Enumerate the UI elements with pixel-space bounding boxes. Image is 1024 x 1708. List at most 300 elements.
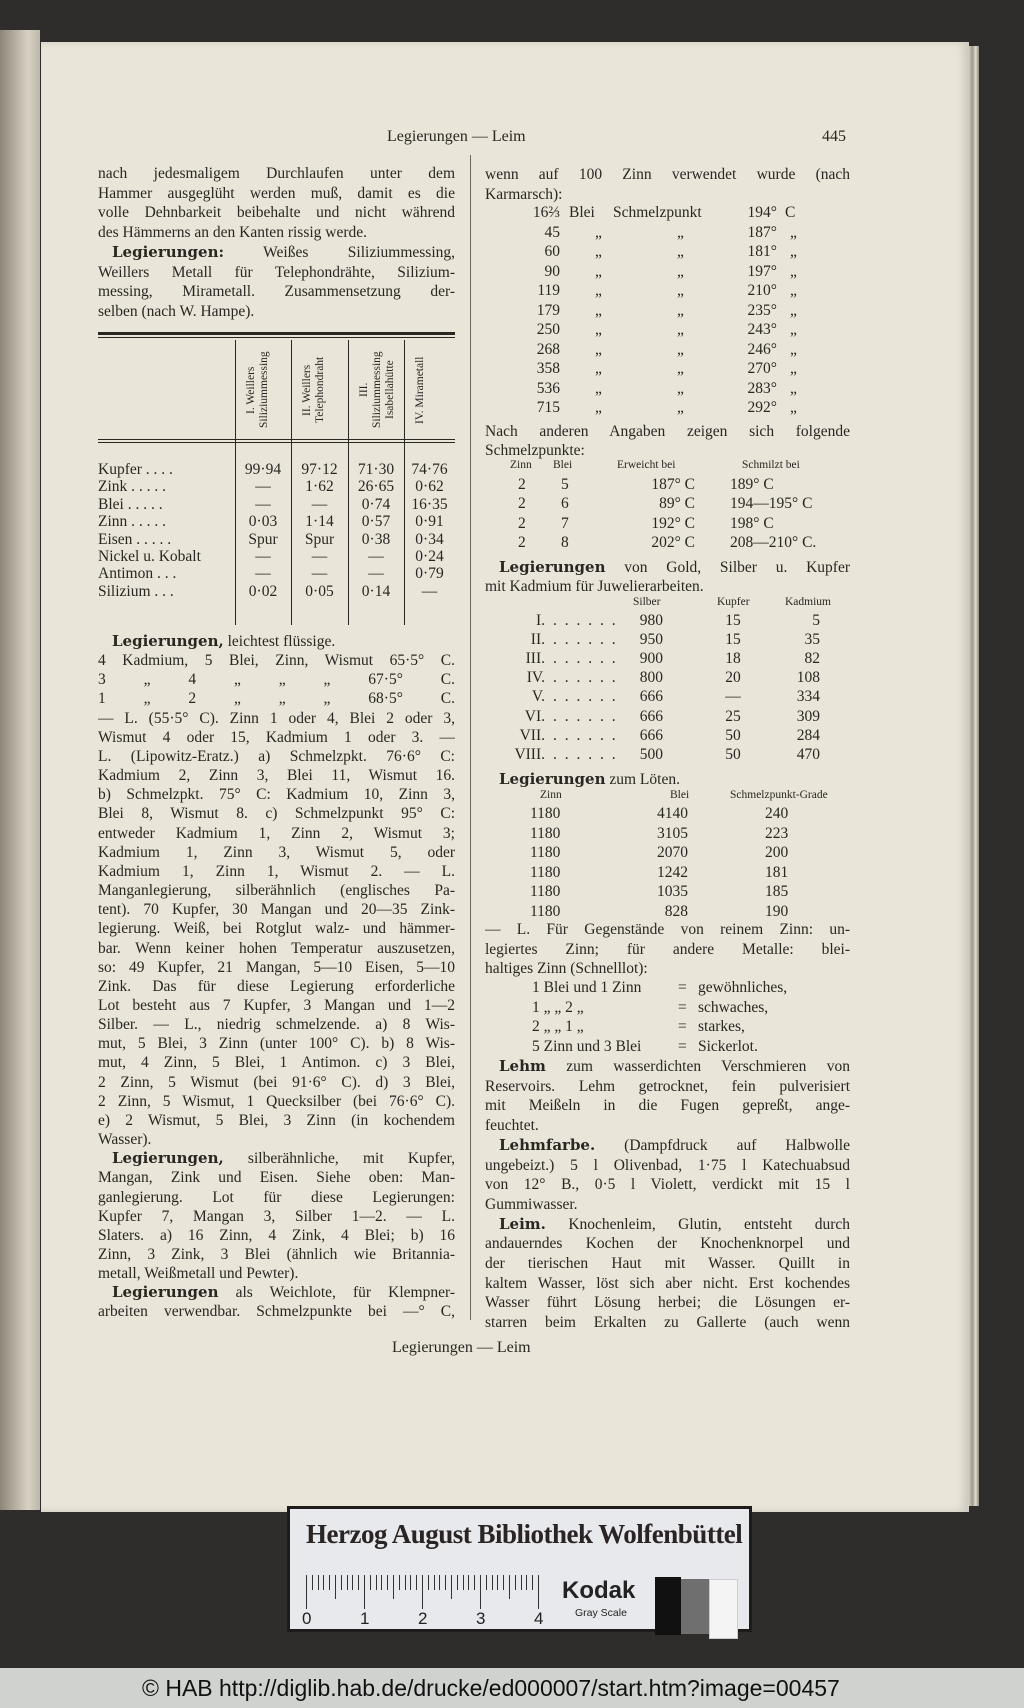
lead-amount: 60 <box>544 243 560 260</box>
text-line <box>98 824 455 843</box>
table-cell: 2 <box>518 495 526 513</box>
text-line <box>485 920 850 940</box>
ruler-tick <box>341 1575 342 1590</box>
ruler-tick <box>358 1575 359 1590</box>
text-line <box>98 1226 455 1245</box>
leader-dots: . . . . . . <box>553 650 618 668</box>
line-text: ungebeizt.) 5 l Olivenbad, 1·75 l Katechuabsud <box>485 1156 850 1174</box>
column-header: Schmelzpunkt-Grade <box>730 789 828 801</box>
text-line <box>485 1234 850 1254</box>
line-text: Mangan, Zink und Eisen. Siehe oben: Man- <box>98 1169 455 1187</box>
solder-name: schwaches, <box>698 998 769 1016</box>
ruler-tick <box>329 1575 330 1590</box>
table-cell: 0·74 <box>361 495 391 513</box>
line-text: Wismut 4 oder 15, Kadmium 1 oder 3. — <box>98 728 455 746</box>
line-text: leichtest flüssige. <box>223 633 336 650</box>
table-cell: „ <box>790 340 797 358</box>
line-text: Lot besteht aus 7 Kupfer, 3 Mangan und 1—2 <box>98 996 455 1014</box>
gray-patch-white <box>709 1579 738 1639</box>
line-text: Slaters. a) 16 Zinn, 4 Zink, 4 Blei; b) 16 <box>98 1226 455 1244</box>
text-line <box>98 919 455 938</box>
ruler-tick <box>323 1575 324 1590</box>
table-cell: „ <box>595 223 602 241</box>
table-cell: 1180 <box>530 844 561 862</box>
lead-amount: 45 <box>544 223 560 241</box>
ruler-tick <box>474 1575 475 1590</box>
row-label: Zinn . . . . . <box>98 513 167 531</box>
text-line <box>98 243 455 263</box>
table-cell: Schmelzpunkt <box>613 204 702 221</box>
melting-point: 283° <box>747 379 777 397</box>
table-cell: 0·05 <box>305 582 334 600</box>
melting-point: 197° <box>747 262 777 280</box>
bold-lead-term: Lehmfarbe. <box>499 1135 596 1154</box>
gray-patch-black <box>655 1577 681 1635</box>
roman-numeral: VI. <box>524 707 545 725</box>
ruler-tick <box>434 1575 435 1590</box>
lead-amount: 268 <box>536 340 560 358</box>
column-header: II. Weillers Telephondraht <box>301 356 326 424</box>
row-label: Antimon . . . <box>98 565 177 583</box>
table-cell: „ <box>790 282 797 299</box>
ruler-number: 2 <box>418 1609 428 1628</box>
ruler-major-tick <box>364 1575 365 1609</box>
line-text: Blei 8, Wismut 8. c) Schmelzpunkt 95° C: <box>98 805 455 823</box>
table-cell: 8 <box>561 534 569 552</box>
table-cell: 189° C <box>730 476 774 493</box>
line-text: Kadmium 1, Zinn 1, Wismut 2. — L. <box>98 862 455 880</box>
text-line <box>98 977 455 996</box>
leader-dots: . . . . . . <box>553 631 618 649</box>
text-line <box>98 651 455 670</box>
ruler-tick <box>416 1575 417 1590</box>
melting-point: 243° <box>747 321 777 338</box>
text-line <box>98 1188 455 1207</box>
ruler-tick <box>526 1575 527 1590</box>
line-text: Gummiwasser. <box>485 1195 578 1213</box>
copyright-strip <box>0 1668 1024 1708</box>
line-text: L. (Lipowitz-Eratz.) a) Schmelzpkt. 76·6° C: <box>98 747 455 765</box>
table-cell: 71·30 <box>357 461 395 478</box>
library-name: Herzog August Bibliothek Wolfenbüttel <box>306 1519 743 1549</box>
column-header: Zinn <box>540 789 562 801</box>
line-text: 3 „ 4 „ „ „ 67·5° C. <box>98 671 455 689</box>
page-stack-edge <box>969 46 979 1506</box>
text-line <box>98 747 455 766</box>
table-cell: „ <box>677 340 684 358</box>
left-column-body <box>98 632 455 1322</box>
text-line <box>485 1057 850 1077</box>
table-cell: „ <box>790 223 797 241</box>
gray-patch-mid <box>681 1579 709 1634</box>
text-line <box>98 1073 455 1092</box>
leader-dots: . . . . . . <box>553 688 618 706</box>
right-column-intro <box>485 165 850 204</box>
softening-table <box>485 459 850 554</box>
text-line <box>485 1313 850 1333</box>
table-cell: 50 <box>725 745 741 763</box>
lehm-leim-text <box>485 1057 850 1333</box>
line-text: messing, Mirametall. Zusammensetzung der- <box>98 283 455 301</box>
table-cell: 1180 <box>530 883 561 901</box>
lead-amount: 179 <box>536 301 560 319</box>
text-line <box>98 1264 455 1283</box>
ruler-number: 4 <box>534 1609 544 1628</box>
ruler-tick <box>312 1575 313 1590</box>
text-line <box>485 1156 850 1176</box>
ruler-tick <box>335 1575 336 1599</box>
text-line <box>98 1207 455 1226</box>
line-text: — L. (55·5° C). Zinn 1 oder 4, Blei 2 oder 3, <box>98 709 455 727</box>
line-text: von 12° B., 0·5 l Violett, verdickt mit 15 l <box>485 1176 850 1194</box>
table-cell: 3105 <box>657 824 688 842</box>
column-header: Kupfer <box>717 596 750 608</box>
running-footer: Legierungen — Leim <box>392 1339 531 1356</box>
text-line <box>98 1111 455 1130</box>
line-text: des Hämmerns an den Kanten rissig werde. <box>98 224 368 242</box>
line-text: Zink. Das für diese Legierung erforderliche <box>98 977 455 995</box>
roman-numeral: VII. <box>519 726 545 744</box>
solder-name: gewöhnliches, <box>698 979 788 996</box>
table-cell: 15 <box>725 612 741 629</box>
line-text: Wasser führt Lösung herbei; die Lösungen er- <box>485 1294 850 1312</box>
color-calibration-card <box>287 1506 752 1632</box>
line-text: 4 Kadmium, 5 Blei, Zinn, Wismut 65·5° C. <box>98 652 455 670</box>
text-line <box>98 881 455 900</box>
melting-point: 187° <box>747 223 777 241</box>
ruler-tick <box>381 1575 382 1590</box>
table-cell: 500 <box>639 745 663 763</box>
equals-sign: = <box>678 979 687 996</box>
row-label: Zink . . . . . <box>98 478 167 496</box>
lead-amount: 536 <box>536 379 560 397</box>
ruler-tick <box>428 1575 429 1590</box>
ruler-tick <box>376 1575 377 1590</box>
bold-lead-term: Legierungen <box>112 1283 219 1302</box>
line-text: mut, 5 Blei, 3 Zinn (unter 100° C). b) 8 Wis- <box>98 1035 455 1053</box>
table-cell: „ <box>790 360 797 377</box>
line-text: wenn auf 100 Zinn verwendet wurde (nach <box>485 166 850 183</box>
table-cell: — <box>255 495 271 513</box>
table-cell: 4140 <box>657 805 688 822</box>
column-header: Zinn <box>510 459 532 471</box>
table-cell: 1180 <box>530 805 561 822</box>
column-divider <box>470 155 471 1320</box>
table-cell: 82 <box>804 650 820 668</box>
text-line <box>485 1195 850 1215</box>
text-line <box>485 422 850 441</box>
line-text: so: 49 Kupfer, 21 Mangan, 5—10 Eisen, 5—10 <box>98 958 455 976</box>
table-cell: 950 <box>639 631 663 649</box>
table-cell: 74·76 <box>411 461 448 478</box>
table-cell: „ <box>677 243 684 260</box>
line-text: entweder Kadmium 1, Zinn 2, Wismut 3; <box>98 824 455 842</box>
table-cell: 187° C <box>651 476 695 493</box>
leader-dots: . . . . . . <box>553 745 618 763</box>
table-cell: — <box>725 688 741 706</box>
table-cell: 108 <box>796 669 820 687</box>
page-number: 445 <box>822 128 846 145</box>
text-line <box>98 1015 455 1034</box>
row-label: Kupfer . . . . <box>98 461 173 478</box>
ruler-scale <box>302 1575 544 1629</box>
ruler-tick <box>387 1575 388 1590</box>
table-cell: 1180 <box>530 824 561 842</box>
line-text: tent). 70 Kupfer, 30 Mangan und 20—35 Zink- <box>98 901 455 919</box>
table-cell: 666 <box>639 726 663 744</box>
melting-point: 270° <box>747 360 777 377</box>
alloy-composition-table <box>98 330 455 630</box>
line-text: Manganlegierung, silberähnlich (englisches Pa- <box>98 882 455 900</box>
text-line <box>98 1034 455 1053</box>
line-text: legierung. Weiß, bei Rotglut walz- und hämmer- <box>98 920 455 938</box>
table-cell: — <box>255 478 271 496</box>
table-cell: 240 <box>765 805 789 822</box>
ruler-number: 3 <box>476 1609 486 1628</box>
text-line <box>98 203 455 223</box>
lead-amount: 250 <box>536 321 560 338</box>
table-cell: „ <box>595 399 602 416</box>
roman-numeral: I. <box>535 612 545 629</box>
line-text: mut, 4 Zinn, 5 Blei, 1 Antimon. c) 3 Blei, <box>98 1054 455 1072</box>
text-line <box>485 1254 850 1274</box>
ruler-tick <box>457 1575 458 1590</box>
line-text: andauerndes Kochen der Knochenknorpel und <box>485 1235 850 1253</box>
line-text: starren beim Erkalten zu Gallerte (auch wenn <box>485 1314 850 1332</box>
table-cell: „ <box>595 301 602 319</box>
copyright-text: © HAB http://diglib.hab.de/drucke/ed000007/start.htm?image=00457 <box>142 1675 840 1701</box>
table-cell: 198° C <box>730 514 774 532</box>
bold-lead-term: Legierungen, <box>112 1149 224 1168</box>
text-line <box>485 770 850 789</box>
line-text: der tierischen Haut mit Wasser. Quillt in <box>485 1255 850 1273</box>
table-cell: 5 <box>812 612 820 629</box>
table-cell: 0·02 <box>248 582 278 600</box>
text-line <box>485 1215 850 1235</box>
text-line <box>485 959 850 979</box>
lead-amount: 715 <box>536 399 560 416</box>
table-cell: C <box>785 204 796 221</box>
leader-dots: . . . . . . <box>553 707 618 725</box>
table-cell: 97·12 <box>301 461 338 478</box>
text-line <box>98 263 455 283</box>
text-line <box>98 766 455 785</box>
ruler-tick <box>509 1575 510 1599</box>
bold-lead-term: Legierungen, <box>112 632 224 650</box>
line-text: arbeiten verwendbar. Schmelzpunkte bei —° C, <box>98 1303 455 1321</box>
table-cell: 89° C <box>659 495 695 513</box>
line-text: Silber. — L., niedrig schmelzende. a) 8 Wis- <box>98 1016 455 1034</box>
table-cell: 0·34 <box>415 530 444 548</box>
ruler-tick <box>347 1575 348 1590</box>
table-cell: 0·62 <box>415 478 444 496</box>
text-line <box>485 940 850 960</box>
ruler-tick <box>451 1575 452 1599</box>
table-cell: — <box>368 548 384 565</box>
text-line <box>98 1283 455 1302</box>
table-cell: „ <box>677 379 684 397</box>
table-cell: 0·24 <box>415 548 444 565</box>
text-line <box>98 1302 455 1321</box>
table-cell: — <box>368 565 384 583</box>
solder-notes-text <box>485 920 850 979</box>
ruler-number: 0 <box>302 1609 312 1628</box>
text-line <box>485 1293 850 1313</box>
line-text: ganlegierung. Lot für diese Legierungen: <box>98 1188 455 1206</box>
column-header: I. Weillers Siliziummessing <box>245 351 270 429</box>
ruler-tick <box>532 1575 533 1590</box>
ruler-tick <box>492 1575 493 1590</box>
text-line <box>98 282 455 302</box>
text-line <box>485 441 850 460</box>
line-text: Kupfer 7, Mangan 3, Silber 1—2. — L. <box>98 1207 455 1225</box>
text-line <box>98 670 455 689</box>
table-cell: „ <box>595 262 602 280</box>
text-line <box>98 1168 455 1187</box>
melting-point: 292° <box>747 399 777 416</box>
table-cell: 666 <box>639 688 663 706</box>
table-cell: 202° C <box>651 534 695 552</box>
solder-types-list <box>485 979 850 1059</box>
table-cell: „ <box>677 399 684 416</box>
table-cell: 470 <box>796 745 820 763</box>
table-cell: 1242 <box>657 863 688 881</box>
line-text: (Dampfdruck auf Halbwolle <box>595 1136 850 1154</box>
ruler-tick <box>393 1575 394 1599</box>
table-cell: 0·57 <box>361 513 391 531</box>
table-cell: 192° C <box>651 514 695 532</box>
line-text: zum Löten. <box>605 771 680 788</box>
table-cell: 2 <box>518 514 526 532</box>
table-cell: „ <box>595 340 602 358</box>
line-text: Wasser). <box>98 1131 152 1149</box>
text-line <box>98 689 455 708</box>
table-rule <box>98 439 455 440</box>
table-cell: 181 <box>765 863 789 881</box>
leader-dots: . . . . . . <box>553 669 618 687</box>
line-text: selben (nach W. Hampe). <box>98 302 255 320</box>
roman-numeral: VIII. <box>514 745 545 763</box>
text-line <box>98 184 455 204</box>
right-other-data-text <box>485 422 850 460</box>
table-cell: „ <box>790 399 797 416</box>
ruler-major-tick <box>538 1575 539 1609</box>
text-line <box>98 1149 455 1168</box>
text-line <box>98 1245 455 1264</box>
table-cell: 35 <box>804 631 820 649</box>
table-cell: 223 <box>765 824 789 842</box>
ruler-tick <box>439 1575 440 1590</box>
line-text: Karmarsch): <box>485 185 563 203</box>
melting-point: 210° <box>747 282 777 299</box>
ruler-tick <box>521 1575 522 1590</box>
table-cell: 50 <box>725 726 741 744</box>
table-cell: 99·94 <box>244 461 282 478</box>
line-text: Hammer ausgeglüht werden muß, damit es die <box>98 184 455 202</box>
table-rule <box>98 442 455 443</box>
line-text: nach jedesmaligem Durchlaufen unter dem <box>98 165 455 182</box>
karmarsch-melting-table <box>485 204 850 424</box>
table-cell: 0·14 <box>361 582 391 600</box>
table-cell: „ <box>677 282 684 299</box>
text-line <box>98 302 455 322</box>
text-line <box>98 939 455 958</box>
text-line <box>98 164 455 184</box>
table-cell: „ <box>595 243 602 260</box>
solder-title-text <box>485 770 850 789</box>
column-header: Silber <box>633 596 661 608</box>
table-cell: „ <box>677 301 684 319</box>
table-cell: 208—210° C. <box>730 534 817 552</box>
equals-sign: = <box>678 998 687 1016</box>
roman-numeral: III. <box>525 650 545 668</box>
column-header: Erweicht bei <box>617 459 676 471</box>
table-cell: „ <box>595 282 602 299</box>
table-cell: 0·03 <box>248 513 278 531</box>
table-cell: 0·79 <box>415 565 444 583</box>
table-cell: Blei <box>569 204 595 221</box>
line-text: 2 Zinn, 5 Wismut, 1 Quecksilber (bei 76·6° C). <box>98 1092 455 1110</box>
table-cell: 190 <box>765 903 789 920</box>
table-cell: — <box>255 548 271 565</box>
ruler-tick <box>486 1575 487 1590</box>
table-cell: 0·38 <box>361 530 391 548</box>
line-text: mit Kadmium für Juwelierarbeiten. <box>485 578 704 595</box>
text-line <box>98 804 455 823</box>
melting-point: 181° <box>747 243 777 260</box>
ruler-major-tick <box>422 1575 423 1609</box>
column-header: IV. Mirametall <box>414 356 426 424</box>
table-cell: 800 <box>639 669 663 687</box>
column-header: Blei <box>553 459 573 471</box>
line-text: Reservoirs. Lehm getrocknet, fein pulverisiert <box>485 1077 850 1095</box>
table-cell: 26·65 <box>357 478 395 496</box>
table-cell: „ <box>595 360 602 377</box>
ruler-tick <box>370 1575 371 1590</box>
table-cell: „ <box>790 321 797 338</box>
line-text: zum wasserdichten Verschmieren von <box>545 1058 850 1075</box>
ruler-tick <box>352 1575 353 1590</box>
text-line <box>98 728 455 747</box>
lead-amount: 90 <box>544 262 560 280</box>
table-cell: 1180 <box>530 903 561 920</box>
text-line <box>98 900 455 919</box>
text-line <box>98 958 455 977</box>
melting-point: 235° <box>747 301 777 319</box>
ruler-tick <box>515 1575 516 1590</box>
line-text: 2 Zinn, 5 Wismut (bei 91·6° C). d) 3 Blei, <box>98 1073 455 1091</box>
roman-numeral: II. <box>530 631 545 649</box>
table-rule <box>98 332 455 335</box>
table-cell: — <box>311 495 328 513</box>
line-text: e) 2 Wismut, 5 Blei, 3 Zinn (in kochendem <box>98 1111 455 1129</box>
table-cell: „ <box>677 321 684 338</box>
text-line <box>485 1096 850 1116</box>
running-header: Legierungen — Leim <box>387 128 526 145</box>
line-text: Zinn, 3 Zink, 3 Blei (ähnlich wie Britannia- <box>98 1246 455 1263</box>
melting-point: 246° <box>747 340 777 358</box>
line-text: volle Dehnbarkeit beibehalte und nicht während <box>98 204 455 222</box>
table-cell: 309 <box>796 707 820 725</box>
line-text: silberähnliche, mit Kupfer, <box>223 1150 455 1168</box>
row-label: Eisen . . . . . <box>98 530 172 548</box>
bold-lead-term: Lehm <box>499 1057 546 1075</box>
bold-lead-term: Legierungen <box>499 558 606 576</box>
equals-sign: = <box>678 1018 687 1036</box>
line-text: von Gold, Silber u. Kupfer <box>605 559 850 576</box>
left-column-intro <box>98 164 455 322</box>
row-label: Blei . . . . . <box>98 495 163 513</box>
